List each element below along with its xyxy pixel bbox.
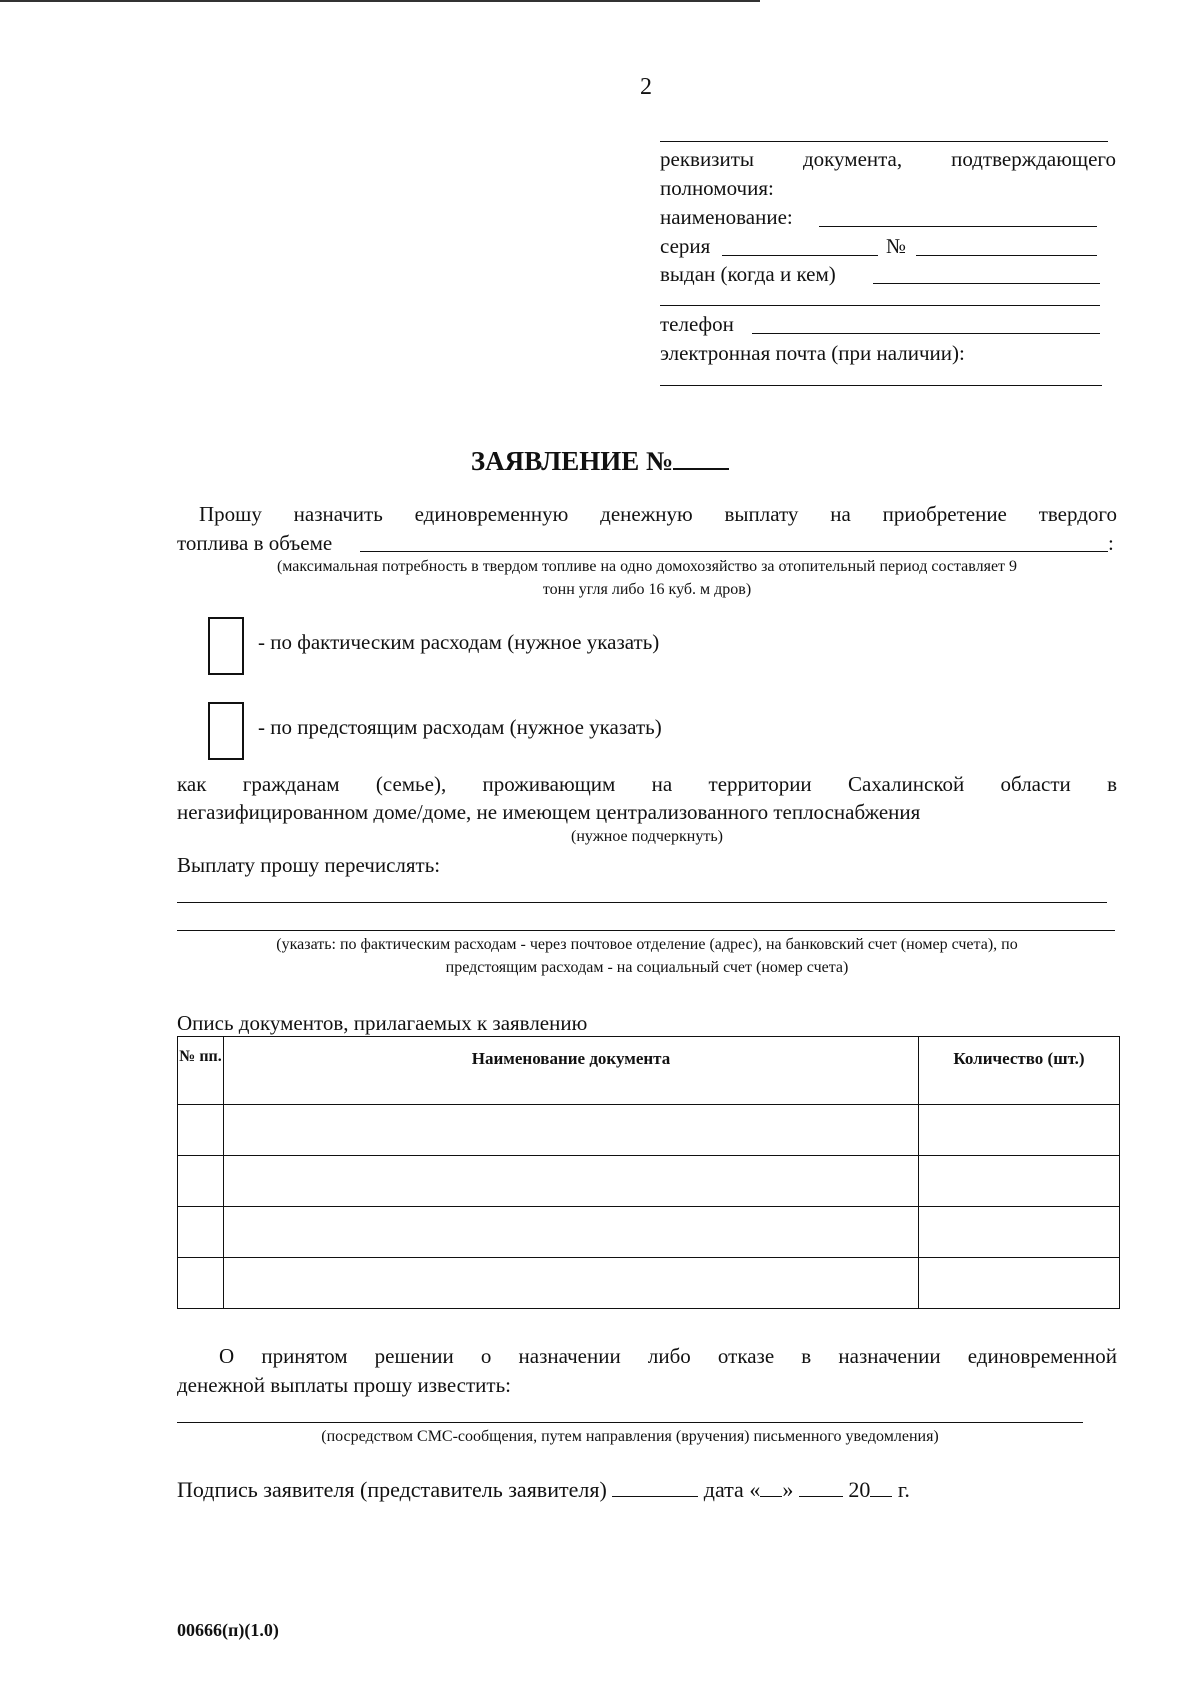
upcoming-expenses-checkbox[interactable] bbox=[208, 702, 244, 760]
request-note-line-2: тонн угля либо 16 куб. м дров) bbox=[542, 581, 752, 598]
signature-field[interactable] bbox=[612, 1476, 698, 1497]
top-edge-rule bbox=[0, 0, 760, 2]
header-document-name: Наименование документа bbox=[224, 1037, 919, 1105]
inventory-title: Опись документов, прилагаемых к заявлению bbox=[177, 1011, 588, 1035]
row-3-number-cell[interactable] bbox=[178, 1207, 224, 1258]
month-field[interactable] bbox=[799, 1476, 843, 1497]
decision-line-1 bbox=[177, 1342, 1117, 1370]
year-suffix: г. bbox=[897, 1477, 910, 1502]
header-quantity: Количество (шт.) bbox=[919, 1037, 1120, 1105]
series-label: серия bbox=[660, 234, 711, 258]
request-colon: : bbox=[1108, 531, 1114, 555]
decision-line-1-text: О принятом решении о назначении либо отказе в назначении единовременной bbox=[219, 1344, 1117, 1368]
residence-line-2: негазифицированном доме/доме, не имеющем централизованного теплоснабжения bbox=[177, 800, 921, 824]
number-field[interactable] bbox=[916, 255, 1097, 256]
row-1-quantity-cell[interactable] bbox=[919, 1105, 1120, 1156]
residence-note: (нужное подчеркнуть) bbox=[571, 828, 723, 845]
issued-label: выдан (когда и кем) bbox=[660, 262, 836, 286]
issued-field-continued[interactable] bbox=[660, 305, 1100, 306]
residence-line-1 bbox=[177, 770, 1117, 798]
name-label: наименование: bbox=[660, 205, 793, 229]
header-number: № пп. bbox=[178, 1037, 224, 1105]
row-3-name-cell[interactable] bbox=[224, 1207, 919, 1258]
upcoming-expenses-label: - по предстоящим расходам (нужное указать) bbox=[258, 715, 662, 739]
date-label: дата « bbox=[703, 1477, 761, 1502]
day-field[interactable] bbox=[760, 1476, 782, 1497]
request-line-2: топлива в объеме bbox=[177, 531, 333, 555]
inventory-table bbox=[177, 1036, 1120, 1309]
payment-label: Выплату прошу перечислять: bbox=[177, 853, 441, 877]
email-label: электронная почта (при наличии): bbox=[660, 341, 965, 365]
payment-note-line-1: (указать: по фактическим расходам - через почтовое отделение (адрес), на банковский счет (номер счета), по bbox=[276, 936, 1018, 953]
date-quote-close: » bbox=[782, 1477, 794, 1502]
form-code: 00666(п)(1.0) bbox=[177, 1620, 279, 1640]
notification-method-field[interactable] bbox=[177, 1422, 1083, 1423]
payment-details-field-2[interactable] bbox=[177, 930, 1115, 931]
requisites-line-1 bbox=[660, 146, 1116, 172]
fuel-volume-field[interactable] bbox=[360, 551, 1108, 552]
number-label: № bbox=[886, 234, 907, 258]
table-row bbox=[178, 1207, 1120, 1258]
requisites-line-2: полномочия: bbox=[660, 176, 774, 200]
request-paragraph bbox=[177, 500, 1117, 528]
actual-expenses-checkbox[interactable] bbox=[208, 617, 244, 675]
inventory-header-row bbox=[178, 1037, 1120, 1105]
page-number: 2 bbox=[640, 74, 652, 100]
phone-label: телефон bbox=[660, 312, 734, 336]
decision-line-2: денежной выплаты прошу известить: bbox=[177, 1373, 512, 1397]
name-field[interactable] bbox=[819, 226, 1097, 227]
row-1-name-cell[interactable] bbox=[224, 1105, 919, 1156]
row-1-number-cell[interactable] bbox=[178, 1105, 224, 1156]
table-row bbox=[178, 1258, 1120, 1309]
row-2-number-cell[interactable] bbox=[178, 1156, 224, 1207]
signature-label: Подпись заявителя (представитель заявителя) bbox=[177, 1477, 607, 1502]
row-2-name-cell[interactable] bbox=[224, 1156, 919, 1207]
request-note-line-1: (максимальная потребность в твердом топливе на одно домохозяйство за отопительный период составляет 9 bbox=[276, 558, 1018, 575]
email-field[interactable] bbox=[660, 385, 1102, 386]
series-field[interactable] bbox=[722, 255, 878, 256]
requisites-top-line bbox=[660, 141, 1108, 142]
row-4-quantity-cell[interactable] bbox=[919, 1258, 1120, 1309]
payment-note-line-2: предстоящим расходам - на социальный счет (номер счета) bbox=[445, 959, 849, 976]
application-title bbox=[0, 446, 1200, 477]
phone-field[interactable] bbox=[752, 333, 1100, 334]
row-3-quantity-cell[interactable] bbox=[919, 1207, 1120, 1258]
table-row bbox=[178, 1105, 1120, 1156]
year-prefix: 20 bbox=[848, 1477, 871, 1502]
decision-note: (посредством СМС-сообщения, путем направления (вручения) письменного уведомления) bbox=[321, 1428, 939, 1445]
actual-expenses-label: - по фактическим расходам (нужное указать) bbox=[258, 630, 660, 654]
row-2-quantity-cell[interactable] bbox=[919, 1156, 1120, 1207]
row-4-number-cell[interactable] bbox=[178, 1258, 224, 1309]
signature-line bbox=[177, 1476, 910, 1503]
request-line-1: Прошу назначить единовременную денежную выплату на приобретение твердого bbox=[199, 502, 1117, 526]
issued-field[interactable] bbox=[873, 283, 1100, 284]
residence-line-1-text: как гражданам (семье), проживающим на территории Сахалинской области в bbox=[177, 772, 1117, 796]
requisites-line-1-text: реквизиты документа, подтверждающего bbox=[660, 147, 1116, 171]
payment-details-field-1[interactable] bbox=[177, 902, 1107, 903]
row-4-name-cell[interactable] bbox=[224, 1258, 919, 1309]
year-field[interactable] bbox=[870, 1476, 892, 1497]
application-title-text: ЗАЯВЛЕНИЕ № bbox=[470, 446, 674, 476]
application-number-field[interactable] bbox=[673, 446, 729, 470]
table-row bbox=[178, 1156, 1120, 1207]
